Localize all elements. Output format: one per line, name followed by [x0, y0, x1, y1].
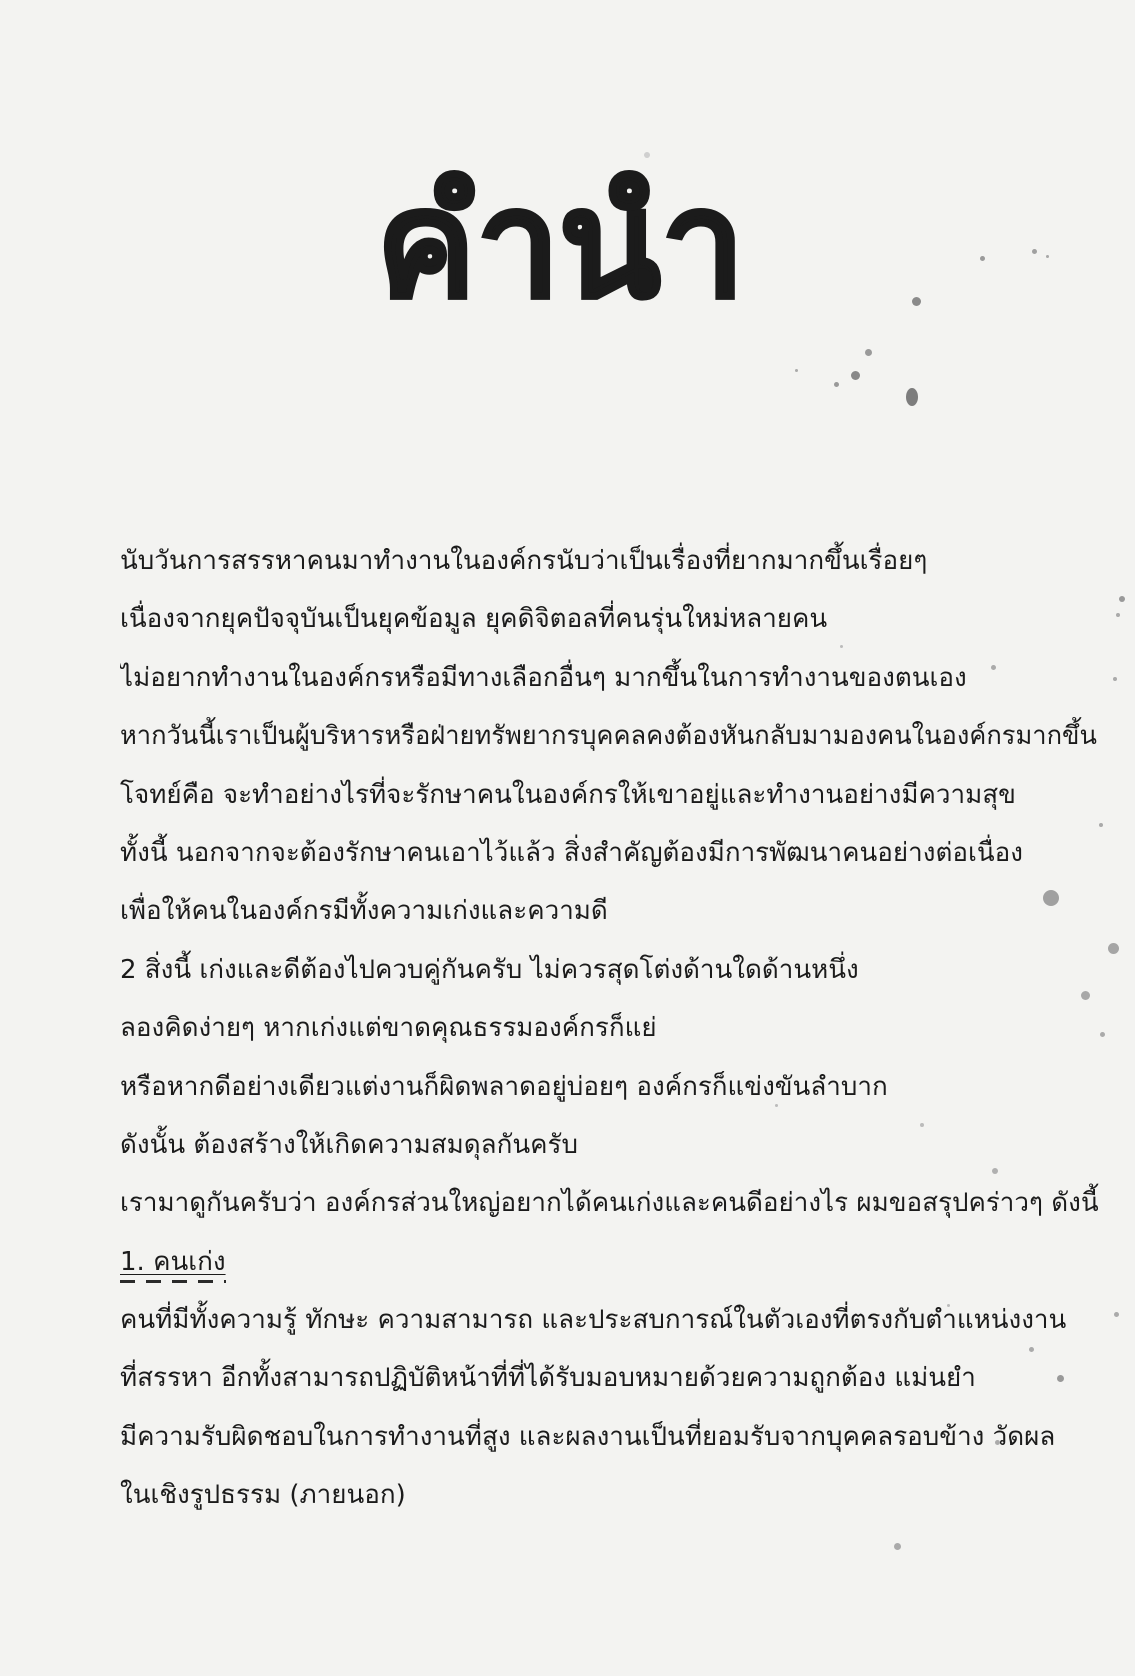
section-line: ในเชิงรูปธรรม (ภายนอก)	[120, 1480, 406, 1511]
dust-speck	[906, 388, 918, 406]
dust-speck	[894, 1543, 901, 1550]
intro-line: เพื่อให้คนในองค์กรมีทั้งความเก่งและความดี	[120, 896, 608, 927]
intro-line: 2 สิ่งนี้ เก่งและดีต้องไปควบคู่กันครับ ไม่ควรสุดโต่งด้านใดด้านหนึ่ง	[120, 954, 859, 985]
dust-speck	[851, 371, 860, 380]
intro-line: ทั้งนี้ นอกจากจะต้องรักษาคนเอาไว้แล้ว สิ่งสำคัญต้องมีการพัฒนาคนอย่างต่อเนื่อง	[120, 837, 1023, 868]
dust-speck	[795, 369, 798, 372]
intro-line: โจทย์คือ จะทำอย่างไรที่จะรักษาคนในองค์กรให้เขาอยู่และทำงานอย่างมีความสุข	[120, 779, 1016, 810]
intro-line: หากวันนี้เราเป็นผู้บริหารหรือฝ่ายทรัพยากรบุคคลคงต้องหันกลับมามองคนในองค์กรมากขึ้น	[120, 721, 1097, 752]
section-line: ที่สรรหา อีกทั้งสามารถปฏิบัติหน้าที่ที่ได้รับมอบหมายด้วยความถูกต้อง แม่นยำ	[120, 1363, 976, 1394]
section-heading: 1. คนเก่ง	[120, 1233, 226, 1291]
dust-speck	[834, 382, 839, 387]
intro-line: ดังนั้น ต้องสร้างให้เกิดความสมดุลกันครับ	[120, 1129, 578, 1160]
dust-speck	[1113, 677, 1117, 681]
section-line: มีความรับผิดชอบในการทำงานที่สูง และผลงานเป็นที่ยอมรับจากบุคคลรอบข้าง วัดผล	[120, 1421, 1056, 1452]
dust-speck	[1114, 1312, 1119, 1317]
dust-speck	[1116, 613, 1120, 617]
dust-speck	[1119, 596, 1125, 602]
intro-line: ลองคิดง่ายๆ หากเก่งแต่ขาดคุณธรรมองค์กรก็แย่	[120, 1013, 657, 1044]
dust-speck	[1108, 943, 1119, 954]
intro-line: หรือหากดีอย่างเดียวแต่งานก็ผิดพลาดอยู่บ่อยๆ องค์กรก็แข่งขันลำบาก	[120, 1071, 888, 1102]
intro-line: ไม่อยากทำงานในองค์กรหรือมีทางเลือกอื่นๆ มากขึ้นในการทำงานของตนเอง	[120, 662, 967, 693]
body-text	[120, 532, 1105, 1525]
section-line: คนที่มีทั้งความรู้ ทักษะ ความสามารถ และประสบการณ์ในตัวเองที่ตรงกับตำแหน่งงาน	[120, 1305, 1067, 1336]
intro-line: เรามาดูกันครับว่า องค์กรส่วนใหญ่อยากได้คนเก่งและคนดีอย่างไร ผมขอสรุปคร่าวๆ ดังนี้	[120, 1188, 1099, 1219]
intro-line: เนื่องจากยุคปัจจุบันเป็นยุคข้อมูล ยุคดิจิตอลที่คนรุ่นใหม่หลายคน	[120, 604, 828, 635]
intro-line: นับวันการสรรหาคนมาทำงานในองค์กรนับว่าเป็นเรื่องที่ยากมากขึ้นเรื่อยๆ	[120, 546, 928, 576]
dust-speck	[865, 349, 872, 356]
section-heading-line	[120, 1233, 1105, 1291]
page-title: คำนำ	[375, 158, 744, 332]
